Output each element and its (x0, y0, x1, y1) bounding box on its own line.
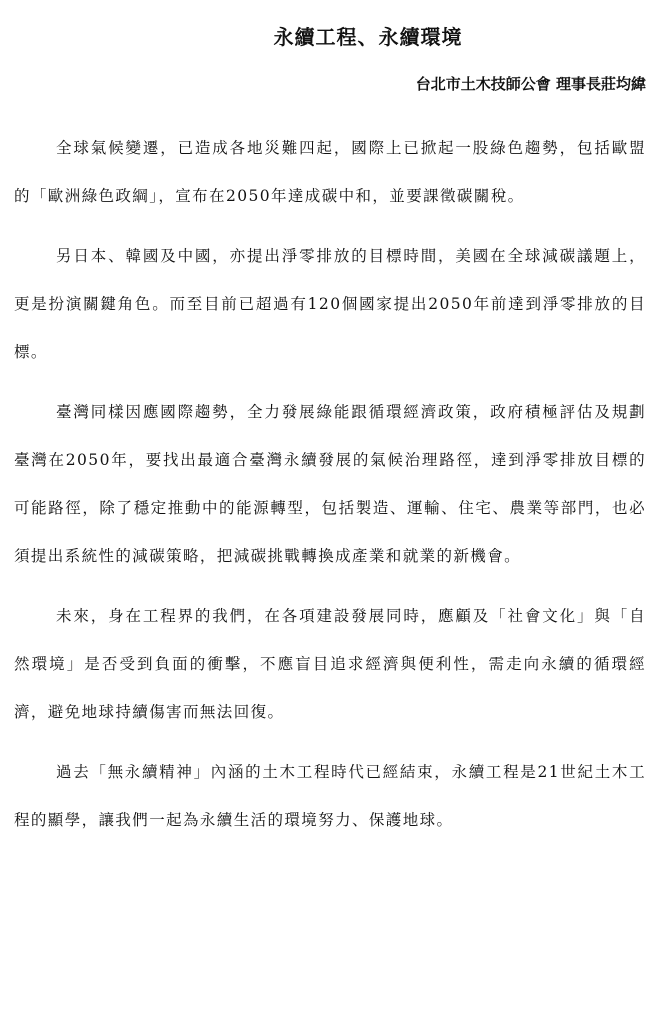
author-line: 台北市土木技師公會 理事長莊均緯 (415, 75, 646, 93)
paragraph-2: 另日本、韓國及中國，亦提出淨零排放的目標時間，美國在全球減碳議題上，更是扮演關鍵角色。而至目前已超過有120個國家提出2050年前達到淨零排放的目標。 (14, 247, 646, 361)
document-body (14, 124, 646, 856)
paragraph-5: 過去「無永續精神」內涵的土木工程時代已經結束，永續工程是21世紀土木工程的顯學，讓我們一起為永續生活的環境努力、保護地球。 (14, 763, 646, 829)
paragraph-3: 臺灣同樣因應國際趨勢，全力發展綠能跟循環經濟政策，政府積極評估及規劃臺灣在2050年，要找出最適合臺灣永續發展的氣候治理路徑，達到淨零排放目標的可能路徑，除了穩定推動中的能源轉型，包括製造、運輸、住宅、農業等部門，也必須提出系統性的減碳策略，把減碳挑戰轉換成產業和就業的新機會。 (14, 403, 646, 565)
paragraph-1: 全球氣候變遷，已造成各地災難四起，國際上已掀起一股綠色趨勢，包括歐盟的「歐洲綠色政綱」，宣布在2050年達成碳中和，並要課徵碳關稅。 (14, 139, 646, 205)
document-title: 永續工程、永續環境 (273, 25, 463, 49)
paragraph-4: 未來，身在工程界的我們，在各項建設發展同時，應顧及「社會文化」與「自然環境」是否受到負面的衝擊，不應盲目追求經濟與便利性，需走向永續的循環經濟，避免地球持續傷害而無法回復。 (14, 607, 646, 721)
